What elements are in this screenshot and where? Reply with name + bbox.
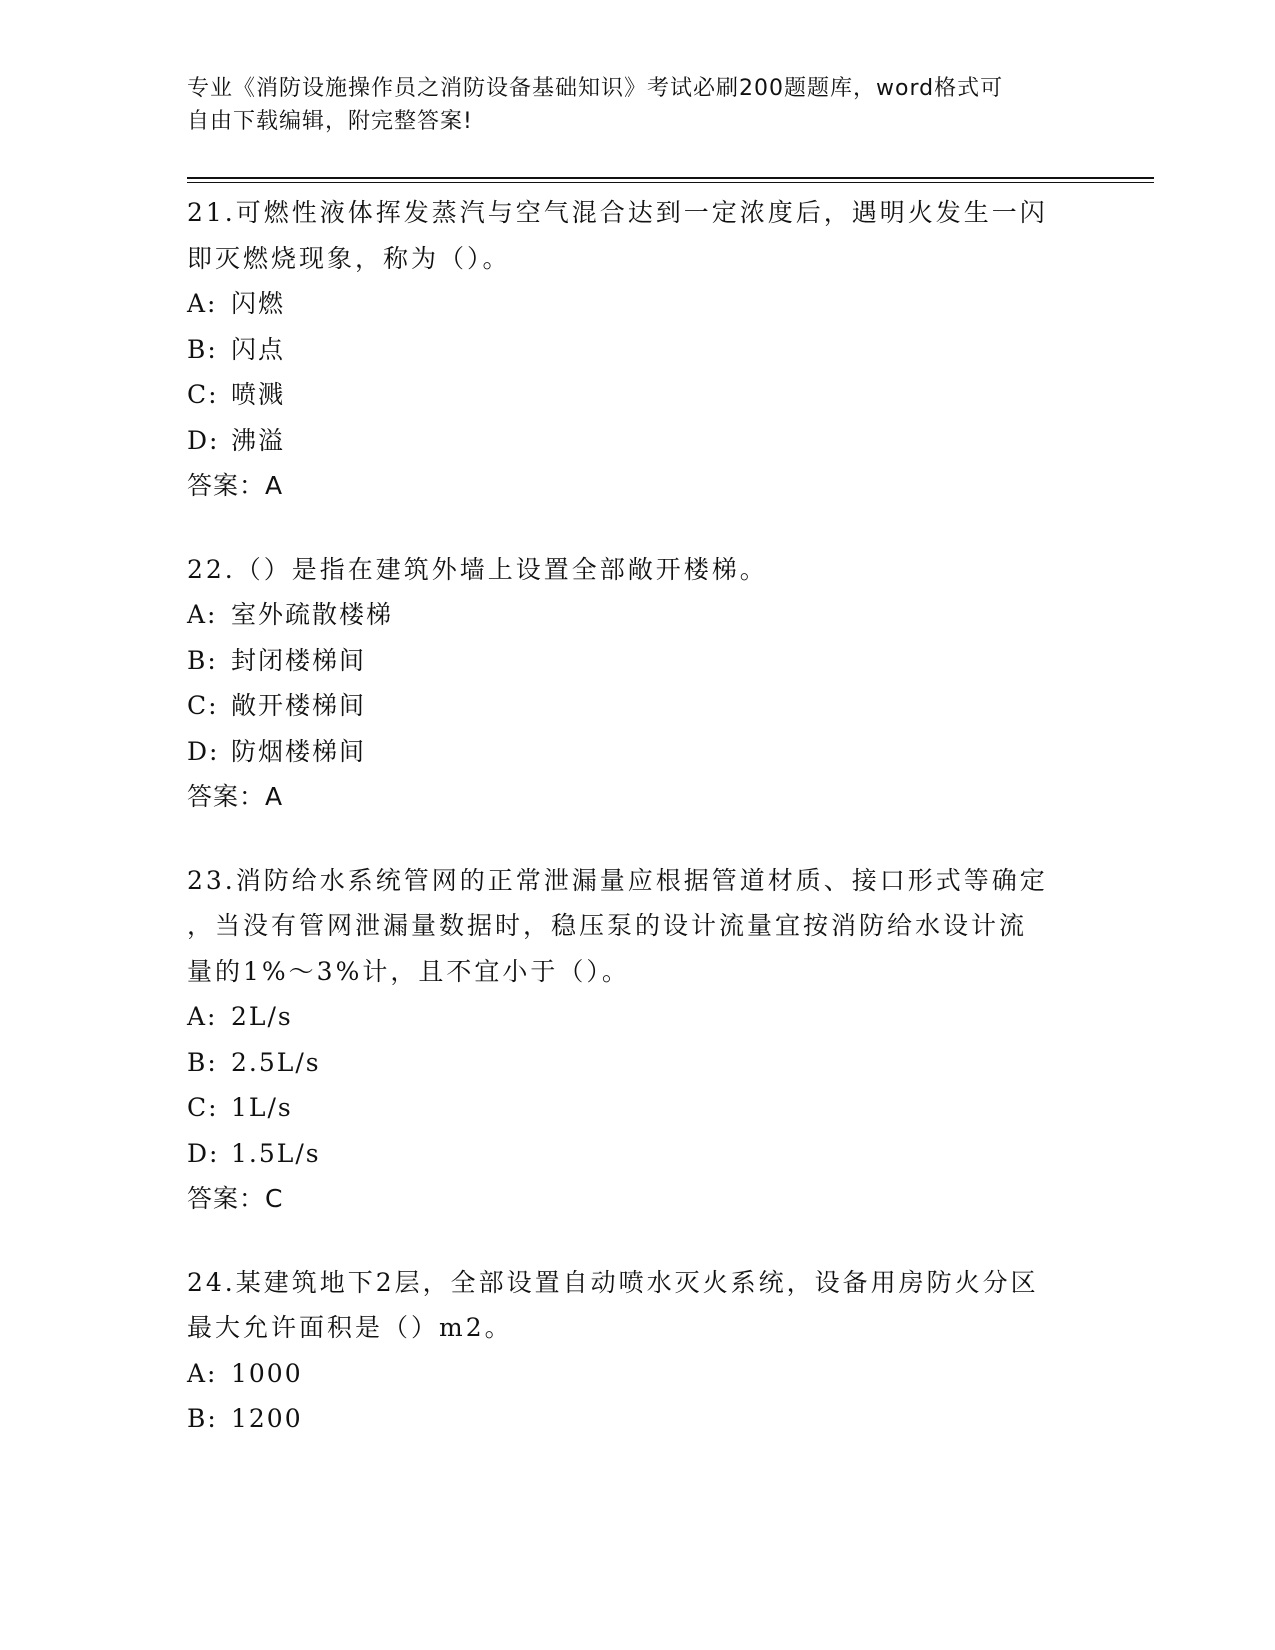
option-text: 敞开楼梯间 bbox=[231, 691, 367, 720]
option-letter: D: bbox=[187, 736, 220, 766]
option-letter: A: bbox=[187, 1002, 218, 1031]
option-text: 沸溢 bbox=[231, 425, 286, 455]
option-text: 1200 bbox=[231, 1404, 303, 1433]
option-letter: B: bbox=[187, 1047, 218, 1077]
question-24 bbox=[187, 1260, 1087, 1442]
option-letter: A: bbox=[187, 1358, 218, 1388]
option-text: 防烟楼梯间 bbox=[231, 736, 367, 766]
option-c bbox=[187, 372, 1087, 418]
option-a bbox=[187, 281, 1087, 327]
question-stem-line: 即灭燃烧现象，称为（）。 bbox=[187, 243, 511, 273]
option-text: 1.5L/s bbox=[231, 1138, 321, 1168]
option-text: 1L/s bbox=[231, 1093, 293, 1122]
question-stem-line: 23.消防给水系统管网的正常泄漏量应根据管道材质、接口形式等确定 bbox=[187, 865, 1048, 895]
header-line-2: 自由下载编辑，附完整答案! bbox=[187, 109, 473, 134]
option-text: 1000 bbox=[231, 1358, 303, 1388]
header-divider-thick bbox=[187, 177, 1154, 179]
option-d bbox=[187, 729, 1087, 775]
option-c bbox=[187, 1085, 1087, 1131]
answer-line: 答案：A bbox=[187, 782, 284, 811]
answer-line: 答案：C bbox=[187, 1184, 284, 1213]
option-letter: A: bbox=[187, 600, 218, 629]
option-letter: B: bbox=[187, 645, 218, 675]
option-letter: B: bbox=[187, 1404, 218, 1433]
option-letter: D: bbox=[187, 425, 220, 455]
option-letter: C: bbox=[187, 380, 219, 409]
question-list bbox=[187, 190, 1087, 1480]
option-text: 室外疏散楼梯 bbox=[231, 600, 394, 629]
option-letter: D: bbox=[187, 1138, 220, 1168]
question-stem-line: 21.可燃性液体挥发蒸汽与空气混合达到一定浓度后，遇明火发生一闪 bbox=[187, 198, 1048, 227]
option-d bbox=[187, 1131, 1087, 1177]
option-a bbox=[187, 994, 1087, 1040]
option-text: 闪点 bbox=[231, 334, 286, 364]
option-a bbox=[187, 592, 1087, 638]
option-letter: C: bbox=[187, 1093, 219, 1122]
option-letter: B: bbox=[187, 334, 218, 364]
question-21 bbox=[187, 190, 1087, 509]
option-b bbox=[187, 1396, 1087, 1442]
option-d bbox=[187, 418, 1087, 464]
question-stem-line: 24.某建筑地下2层，全部设置自动喷水灭火系统，设备用房防火分区 bbox=[187, 1267, 1039, 1297]
option-text: 闪燃 bbox=[231, 289, 286, 318]
document-header bbox=[187, 72, 1087, 138]
option-c bbox=[187, 683, 1087, 729]
question-stem-line: 最大允许面积是（）m2。 bbox=[187, 1313, 513, 1342]
header-line-1: 专业《消防设施操作员之消防设备基础知识》考试必刷200题题库，word格式可 bbox=[187, 76, 1004, 101]
answer-line: 答案：A bbox=[187, 471, 284, 500]
option-b bbox=[187, 327, 1087, 373]
question-stem-line: ，当没有管网泄漏量数据时，稳压泵的设计流量宜按消防给水设计流 bbox=[187, 911, 1028, 940]
option-letter: C: bbox=[187, 691, 219, 720]
option-b bbox=[187, 1040, 1087, 1086]
option-a bbox=[187, 1351, 1087, 1397]
header-divider-thin bbox=[187, 182, 1154, 183]
option-text: 喷溅 bbox=[231, 380, 286, 409]
option-text: 2L/s bbox=[231, 1002, 293, 1031]
question-22 bbox=[187, 547, 1087, 820]
question-stem-line: 量的1%～3%计，且不宜小于（）。 bbox=[187, 956, 630, 986]
option-b bbox=[187, 638, 1087, 684]
question-stem-line: 22.（）是指在建筑外墙上设置全部敞开楼梯。 bbox=[187, 554, 768, 584]
option-letter: A: bbox=[187, 289, 218, 318]
question-23 bbox=[187, 858, 1087, 1222]
option-text: 2.5L/s bbox=[231, 1047, 321, 1077]
option-text: 封闭楼梯间 bbox=[231, 645, 367, 675]
